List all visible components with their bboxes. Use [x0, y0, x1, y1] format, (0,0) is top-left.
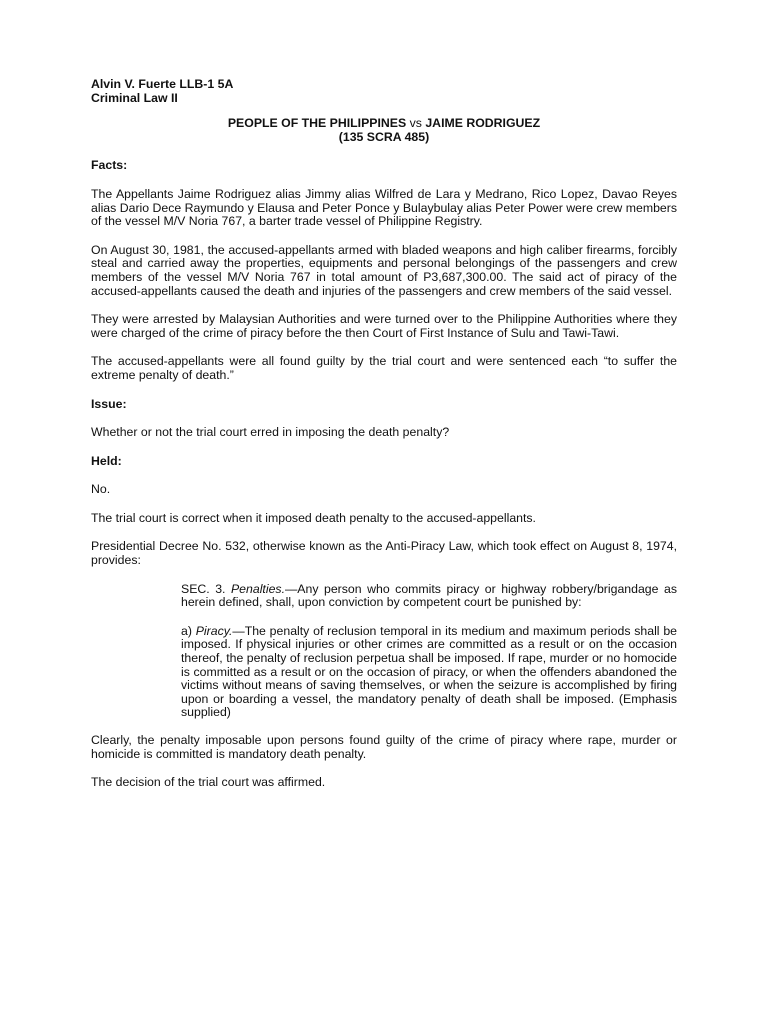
quote2-text: —The penalty of reclusion temporal in its medium and maximum periods shall be imposed. If physical injuries or other crimes are committed as a result or on the occasion thereof, the penalty of reclusion perpetua shall be imposed. If rape, murder or no homocide is committed as a result or on the occasion of piracy, or when the offenders abandoned the victims without means of saving themselves, or when the seizure is accomplished by firing upon or boarding a vessel, the mandatory penalty of death shall be imposed. (Emphasis supplied) [181, 623, 678, 720]
held-paragraph-1: The trial court is correct when it imposed death penalty to the accused-appellants. [91, 510, 536, 525]
case-title-right: JAIME RODRIGUEZ [425, 116, 541, 131]
course-line: Criminal Law II [91, 90, 178, 105]
quote2-prefix: a) [181, 623, 196, 638]
case-title-vs: vs [406, 116, 426, 131]
held-paragraph-3: Clearly, the penalty imposable upon persons found guilty of the crime of piracy where rape, murder or homicide is committed is mandatory death penalty. [91, 733, 677, 761]
case-title-line [91, 117, 677, 131]
facts-paragraph-1: The Appellants Jaime Rodriguez alias Jimmy alias Wilfred de Lara y Medrano, Rico Lopez, Davao Reyes alias Dario Dece Raymundo y Elausa and Peter Ponce y Bulaybulay alias Peter Power were crew members of the vessel M/V Noria 767, a barter trade vessel of Philippine Registry. [91, 186, 677, 229]
quoted-piracy-clause [181, 625, 677, 720]
facts-paragraph-3: They were arrested by Malaysian Authorities and were turned over to the Philippine Authorities where they were charged of the crime of piracy before the then Court of First Instance of Sulu and Tawi-Tawi. [91, 312, 677, 340]
held-heading: Held: [91, 453, 122, 468]
quote2-emphasis: Piracy. [195, 623, 233, 638]
held-paragraph-2: Presidential Decree No. 532, otherwise known as the Anti-Piracy Law, which took effect on August 8, 1974, provides: [91, 539, 677, 568]
case-title [91, 117, 677, 144]
facts-heading: Facts: [91, 158, 128, 173]
author-line: Alvin V. Fuerte LLB-1 5A [91, 77, 234, 91]
issue-text: Whether or not the trial court erred in imposing the death penalty? [91, 425, 450, 440]
quote1-emphasis: Penalties. [230, 581, 285, 596]
facts-paragraph-2: On August 30, 1981, the accused-appellants armed with bladed weapons and high caliber firearms, forcibly steal and carried away the properties, equipments and personal belongings of the passengers and crew members of the vessel M/V Noria 767 in total amount of P3,687,300.00. The said act of piracy of the accused-appellants caused the death and injuries of the passengers and crew members of the said vessel. [91, 242, 677, 298]
held-answer: No. [91, 482, 111, 497]
quote1-prefix: SEC. 3. [181, 581, 231, 596]
quoted-section-3 [181, 583, 677, 610]
document-page [91, 78, 677, 790]
facts-paragraph-4: The accused-appellants were all found guilty by the trial court and were sentenced each “to suffer the extreme penalty of death.” [91, 354, 677, 382]
case-title-left: PEOPLE OF THE PHILIPPINES [227, 116, 407, 131]
issue-heading: Issue: [91, 396, 127, 411]
quote1-text: —Any person who commits piracy or highway robbery/brigandage as herein defined, shall, upon conviction by competent court be punished by: [181, 581, 677, 610]
case-citation: (135 SCRA 485) [338, 129, 430, 144]
held-paragraph-4: The decision of the trial court was affirmed. [91, 775, 326, 790]
